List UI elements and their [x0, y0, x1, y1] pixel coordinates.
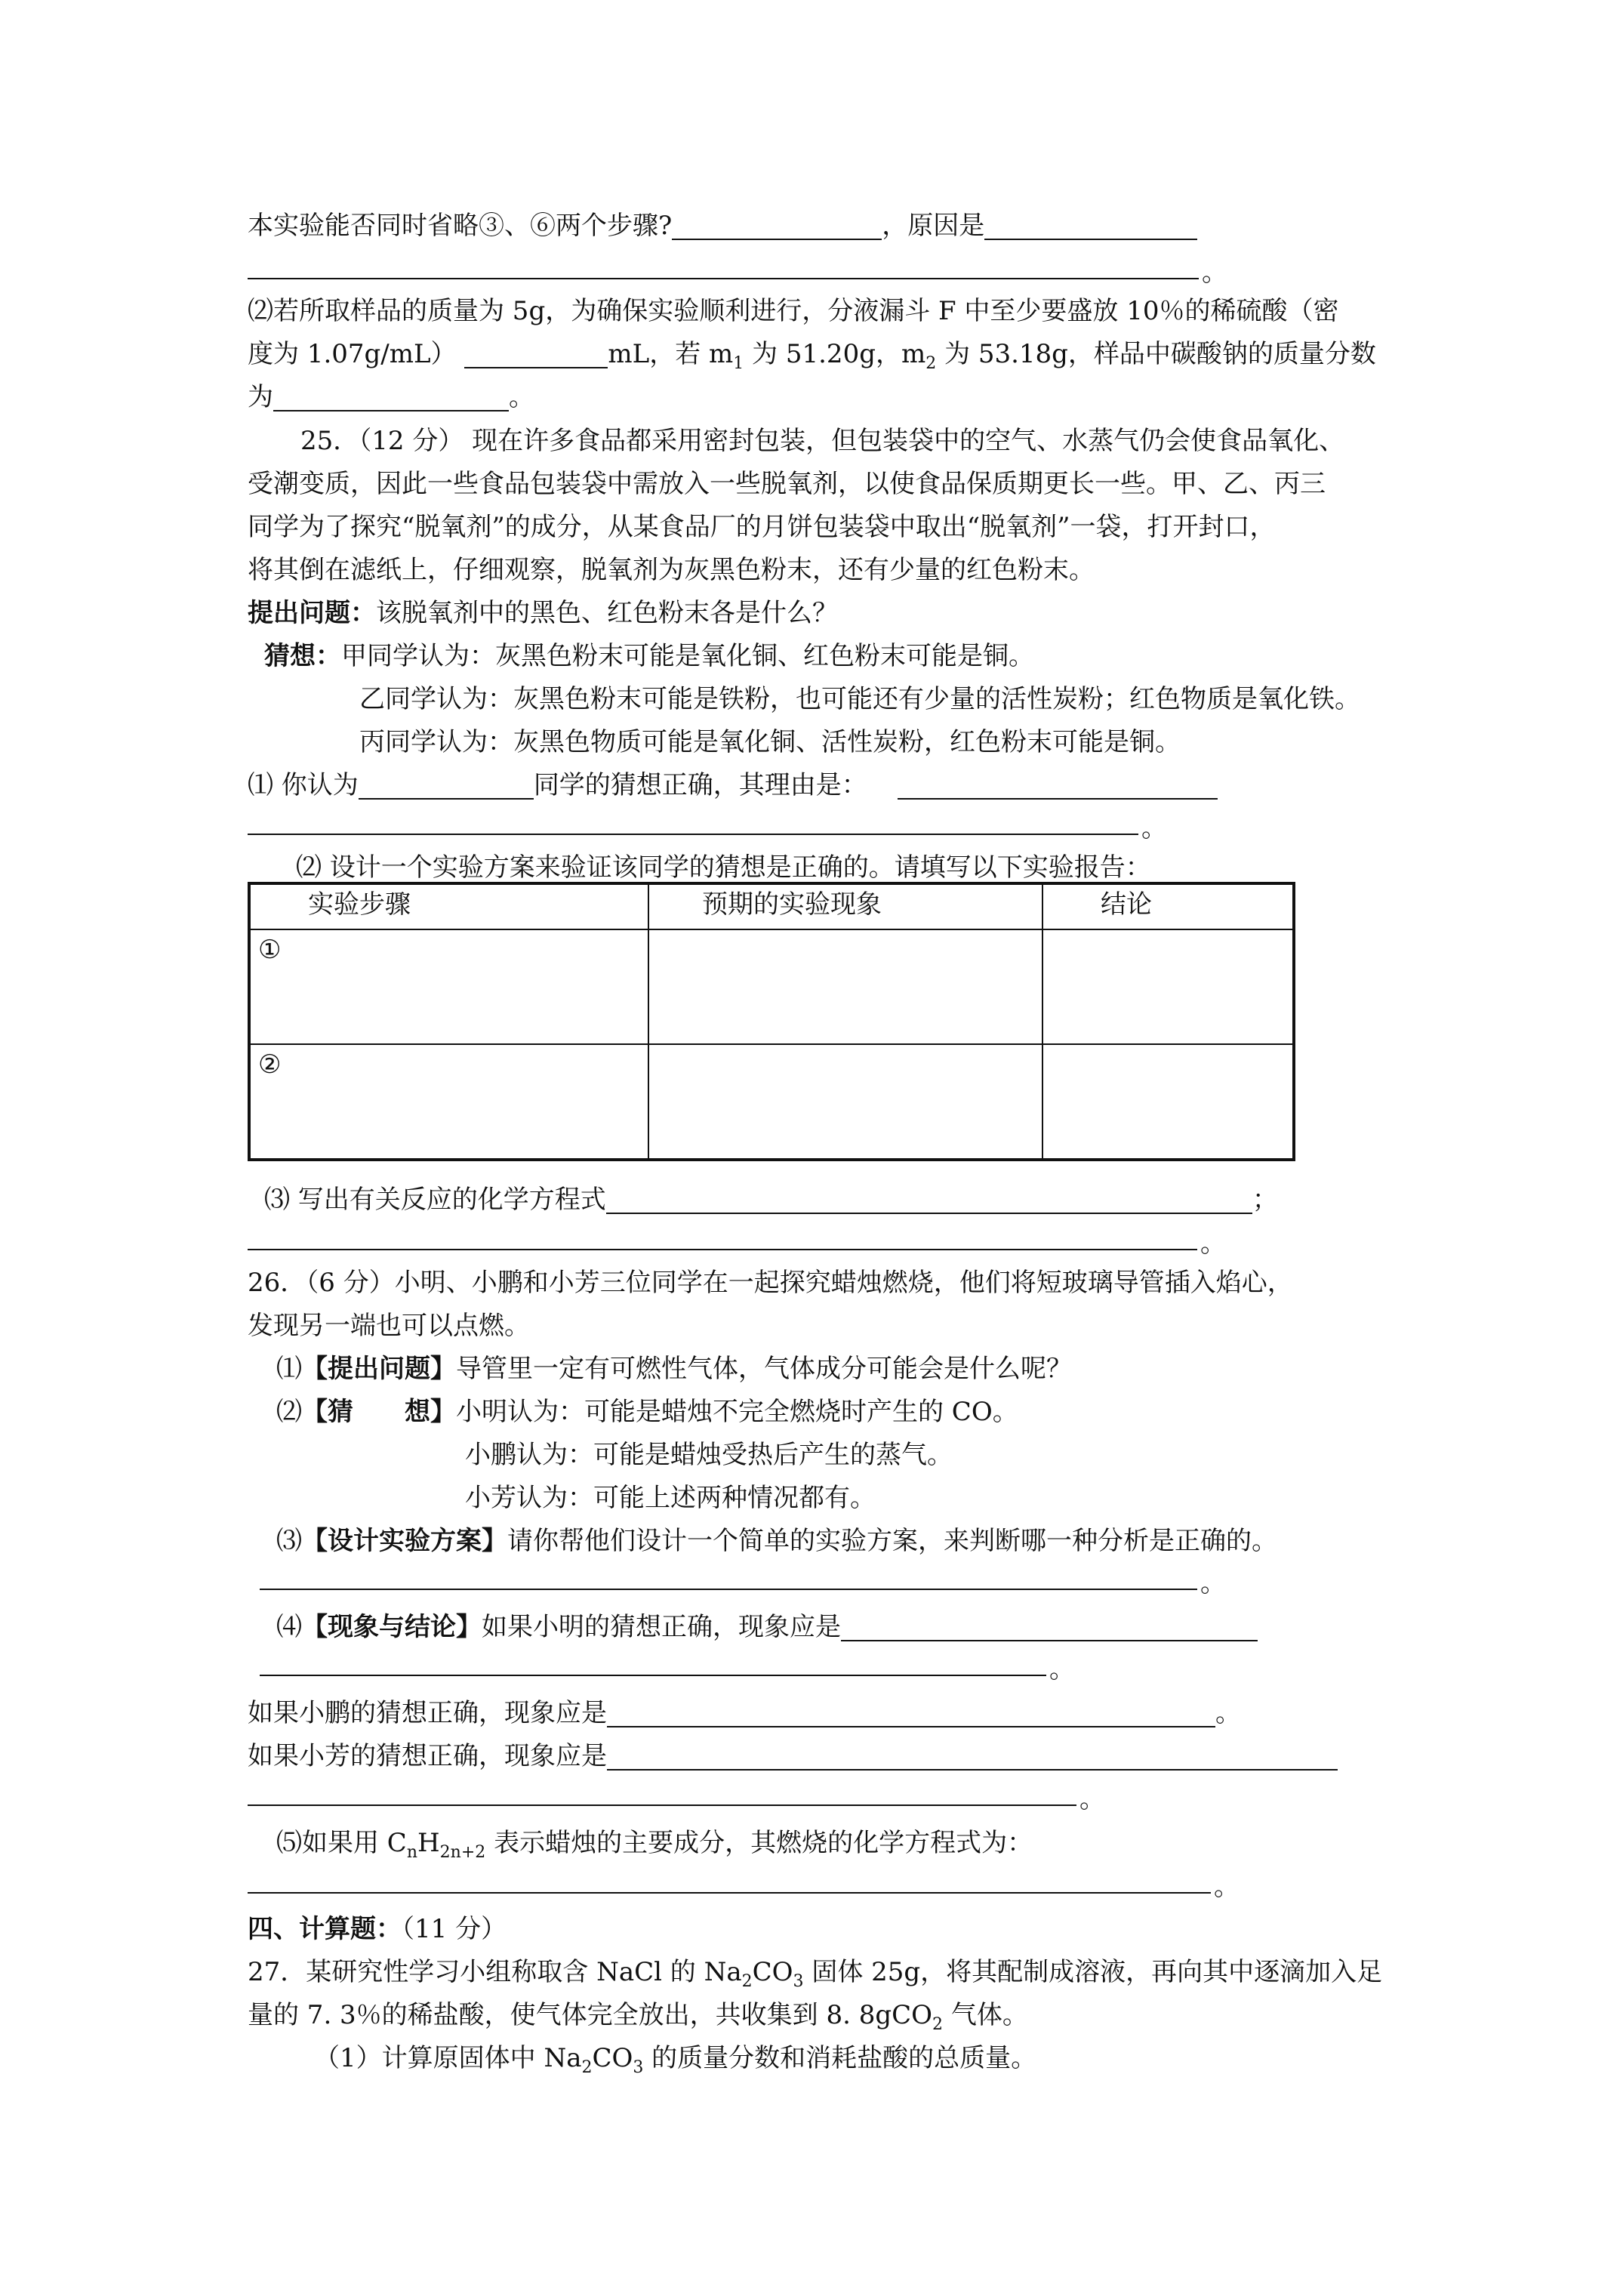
q27-line1	[248, 1950, 1382, 1994]
q25-student-blank[interactable]	[359, 768, 534, 800]
q24-end-mark: 。	[509, 382, 534, 412]
q24-part2-line3	[248, 375, 534, 419]
q26-step3-num: ⑶	[276, 1526, 302, 1556]
q27-line1-a: 27．某研究性学习小组称取含 NaCl 的 Na	[248, 1957, 742, 1987]
q26-step2	[276, 1390, 1018, 1434]
q27-part1-c: 的质量分数和消耗盐酸的总质量。	[643, 2043, 1037, 2073]
q24-fraction-text: 为 53.18g，样品中碳酸钠的质量分数	[936, 339, 1376, 369]
q26-step3-label: 【设计实验方案】	[302, 1526, 507, 1556]
q25-guess-a	[264, 634, 1034, 678]
q25-guess-c: 丙同学认为：灰黑色物质可能是氧化铜、活性炭粉，红色粉末可能是铜。	[359, 727, 1181, 757]
section4-points: （11 分）	[402, 1914, 507, 1944]
q24-part2-line1: ⑵若所取样品的质量为 5g，为确保实验顺利进行，分液漏斗 F 中至少要盛放 10％的稀硫酸（密	[248, 296, 1339, 326]
q25-question-text: 该脱氧剂中的黑色、红色粉末各是什么？	[376, 598, 838, 628]
q24-m2-text: 为 51.20g，m	[744, 339, 926, 369]
q24-line1	[248, 204, 1197, 248]
q26-xiaoming-line2[interactable]	[260, 1675, 1046, 1676]
q24-density-text: 度为 1.07g/mL）	[248, 339, 457, 369]
header-conclusion: 结论	[1042, 883, 1294, 929]
q25-part3	[264, 1178, 1278, 1222]
q26-step5-end: 。	[1214, 1872, 1240, 1902]
q25-semicolon: ；	[1252, 1185, 1278, 1215]
q26-step5-a: ⑸如果用 C	[276, 1828, 407, 1858]
q25-intro-line3: 同学为了探究“脱氧剂”的成分，从某食品厂的月饼包装袋中取出“脱氧剂”一袋，打开封口，	[248, 512, 1276, 542]
q27-part1	[314, 2036, 1036, 2080]
q25-equation-blank[interactable]	[606, 1182, 1252, 1214]
q26-step5	[276, 1821, 1033, 1865]
q25-intro-line2: 受潮变质，因此一些食品包装袋中需放入一些脱氧剂，以使食品保质期更长一些。甲、乙、丙三	[248, 469, 1326, 499]
q24-m1-text: mL，若 m	[608, 339, 734, 369]
q26-guess-b: 小鹏认为：可能是蜡烛受热后产生的蒸气。	[465, 1440, 953, 1470]
q25-question-label: 提出问题：	[248, 598, 376, 628]
q26-step5-b: H	[417, 1828, 440, 1858]
q26-step4-num: ⑷	[276, 1612, 302, 1642]
q26-step4-text: 如果小明的猜想正确，现象应是	[482, 1612, 841, 1642]
q26-step4-end: 。	[1049, 1654, 1075, 1684]
conclusion-cell-2[interactable]	[1042, 1044, 1294, 1160]
q27-line1-b: CO	[752, 1957, 793, 1987]
q25-intro-line1: 25．（12 分） 现在许多食品都采用密封包装，但包装袋中的空气、水蒸气仍会使食品氧化、	[300, 426, 1345, 456]
q26-step2-num: ⑵	[276, 1397, 302, 1427]
q27-part1-b: CO	[592, 2043, 633, 2073]
q25-part3-text: ⑶ 写出有关反应的化学方程式	[264, 1185, 606, 1215]
q26-step2-label: 【猜 想】	[302, 1397, 456, 1427]
table-header-row	[249, 883, 1294, 929]
q26-step1-text: 导管里一定有可燃性气体，气体成分可能会是什么呢？	[456, 1354, 1072, 1384]
q25-equation-line2[interactable]	[248, 1249, 1197, 1250]
q27-line1-sub2: 3	[793, 1971, 804, 1991]
q25-part1-b: 同学的猜想正确，其理由是：	[533, 770, 867, 800]
q25-question	[248, 591, 838, 635]
phenomenon-cell-2[interactable]	[648, 1044, 1042, 1160]
q26-step3-text: 请你帮他们设计一个简单的实验方案，来判断哪一种分析是正确的。	[507, 1526, 1277, 1556]
section4-heading	[248, 1907, 507, 1951]
q25-guess-a-text: 甲同学认为：灰黑色粉末可能是氧化铜、红色粉末可能是铜。	[341, 641, 1034, 671]
table-row	[249, 1044, 1294, 1160]
q24-line2-end: 。	[1202, 257, 1227, 288]
step-cell-2[interactable]: ②	[249, 1044, 648, 1160]
q24-reason-line[interactable]	[248, 278, 1199, 279]
q26-xiaofang-line2[interactable]	[248, 1804, 1076, 1806]
q26-step3-end: 。	[1200, 1568, 1226, 1598]
q26-step4-label: 【现象与结论】	[302, 1612, 482, 1642]
q24-answer-blank[interactable]	[672, 208, 882, 240]
q27-part1-sub1: 2	[581, 2057, 593, 2077]
q26-xiaopeng-end: 。	[1215, 1698, 1241, 1728]
q26-xiaopeng-text: 如果小鹏的猜想正确，现象应是	[248, 1698, 607, 1728]
q24-m1-sub: 1	[733, 353, 744, 373]
q25-part1-a: ⑴ 你认为	[248, 770, 359, 800]
experiment-report-table	[248, 882, 1295, 1161]
q27-line2-b: 气体。	[943, 2000, 1028, 2030]
phenomenon-cell-1[interactable]	[648, 929, 1042, 1044]
q27-part1-a: （1）计算原固体中 Na	[314, 2043, 582, 2073]
q26-step5-c: 表示蜡烛的主要成分，其燃烧的化学方程式为：	[485, 1828, 1033, 1858]
q26-step1	[276, 1347, 1072, 1391]
q25-part3-end: 。	[1200, 1228, 1226, 1259]
q26-xiaoming-blank[interactable]	[841, 1610, 1258, 1641]
q24-volume-blank[interactable]	[464, 337, 608, 368]
q26-step5-sub1: n	[406, 1842, 417, 1862]
q25-part1	[248, 763, 1218, 807]
q26-plan-line[interactable]	[260, 1589, 1197, 1590]
header-phenomenon: 预期的实验现象	[648, 883, 1042, 929]
q27-line2-a: 量的 7. 3％的稀盐酸，使气体完全放出，共收集到 8. 8gCO	[248, 2000, 933, 2030]
q26-xiaofang-blank[interactable]	[607, 1739, 1338, 1771]
q26-step4	[276, 1605, 1258, 1649]
q24-line1-prefix: 本实验能否同时省略③、⑥两个步骤?	[248, 211, 673, 241]
q25-part1-end: 。	[1141, 813, 1167, 843]
q27-line2-sub: 2	[932, 2014, 944, 2034]
q26-guess-c: 小芳认为：可能上述两种情况都有。	[465, 1483, 876, 1513]
q27-line2	[248, 1993, 1028, 2037]
q26-intro-line1: 26．（6 分）小明、小鹏和小芳三位同学在一起探究蜡烛燃烧，他们将短玻璃导管插入焰心，	[248, 1268, 1293, 1298]
q26-step1-label: 【提出问题】	[302, 1354, 456, 1384]
q27-line1-c: 固体 25g，将其配制成溶液，再向其中逐滴加入足	[803, 1957, 1383, 1987]
q26-xiaofang-text: 如果小芳的猜想正确，现象应是	[248, 1741, 607, 1771]
q25-guess-b: 乙同学认为：灰黑色粉末可能是铁粉，也可能还有少量的活性炭粉；红色物质是氧化铁。	[359, 684, 1360, 714]
conclusion-cell-1[interactable]	[1042, 929, 1294, 1044]
q26-xiaopeng	[248, 1691, 1241, 1735]
q26-step1-num: ⑴	[276, 1354, 302, 1384]
q24-part2-line2	[248, 332, 1376, 376]
q25-part2: ⑵ 设计一个实验方案来验证该同学的猜想是正确的。请填写以下实验报告：	[296, 852, 1151, 883]
q25-reason-blank[interactable]	[898, 768, 1218, 800]
q25-intro-line4: 将其倒在滤纸上，仔细观察，脱氧剂为灰黑色粉末，还有少量的红色粉末。	[248, 555, 1095, 585]
step-cell-1[interactable]: ①	[249, 929, 648, 1044]
q26-equation-line[interactable]	[248, 1892, 1211, 1894]
q24-wei-text: 为	[248, 382, 273, 412]
q26-intro-line2: 发现另一端也可以点燃。	[248, 1311, 530, 1341]
q26-xiaofang-end: 。	[1079, 1784, 1105, 1814]
q24-reason-blank[interactable]	[984, 208, 1197, 240]
q26-xiaopeng-blank[interactable]	[607, 1696, 1215, 1727]
q26-step3	[276, 1519, 1277, 1563]
q25-reason-line[interactable]	[248, 834, 1138, 835]
q24-line1-mid: ，原因是	[882, 211, 985, 241]
q27-line1-sub1: 2	[741, 1971, 753, 1991]
q24-fraction-blank[interactable]	[273, 380, 509, 411]
q27-part1-sub2: 3	[633, 2057, 644, 2077]
section4-title: 四、计算题：	[248, 1914, 402, 1944]
header-steps: 实验步骤	[249, 883, 648, 929]
q26-xiaofang	[248, 1734, 1338, 1778]
q24-m2-sub: 2	[925, 353, 937, 373]
q26-step2-text: 小明认为：可能是蜡烛不完全燃烧时产生的 CO。	[456, 1397, 1018, 1427]
q25-guess-label: 猜想：	[264, 641, 341, 671]
q26-step5-sub2: 2n+2	[439, 1842, 486, 1862]
table-row	[249, 929, 1294, 1044]
